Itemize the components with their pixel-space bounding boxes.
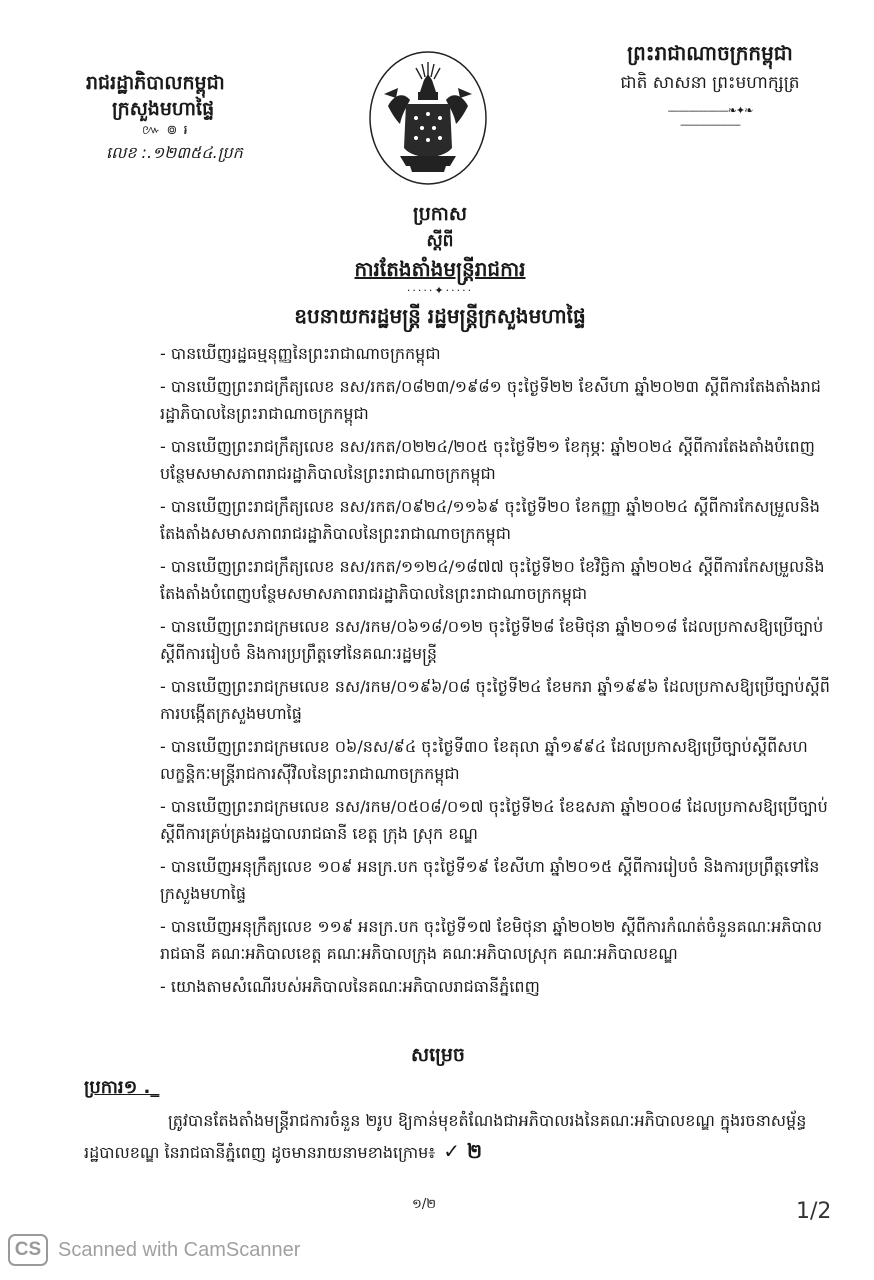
- reference-item: - បានឃើញព្រះរាជក្រឹត្យលេខ នស/រកត/០៩២៤/១១៦៩ ចុះថ្ងៃទី២០ ខែកញ្ញា ឆ្នាំ២០២៤ ស្តីពីការកែសម្រួលនិងតែងតាំងសមាសភាពរាជរដ្ឋាភិបាលនៃព្រះរាជាណាចក្រកម្ពុជា: [160, 497, 820, 543]
- article-text: ត្រូវបានតែងតាំងមន្ត្រីរាជការចំនួន ២រូប ឱ្យកាន់មុខតំណែងជាអភិបាលរងនៃគណៈអភិបាលខណ្ឌ ក្នុងរចនាសម្ព័ន្ធរដ្ឋបាលខណ្ឌ នៃរាជធានីភ្នំពេញ ដូចមានរាយនាមខាងក្រោម៖: [84, 1111, 807, 1162]
- title-ornament: ·····✦·····: [406, 284, 474, 297]
- document-title-block: [250, 200, 630, 298]
- reference-item: - យោងតាមសំណើរបស់អភិបាលនៃគណៈអភិបាលរាជធានីភ្នំពេញ: [160, 977, 540, 996]
- scanner-watermark: [8, 1232, 300, 1268]
- reference-item: - បានឃើញព្រះរាជក្រមលេខ នស/រកម/០៦១៨/០១២ ចុះថ្ងៃទី២៨ ខែមិថុនា ឆ្នាំ២០១៨ ដែលប្រកាសឱ្យប្រើច្បាប់ស្តីពីការរៀបចំ និងការប្រព្រឹត្តទៅនៃគណៈរដ្ឋមន្ត្រី: [160, 617, 824, 663]
- page-number: ១/២: [412, 1197, 437, 1212]
- government-name: រាជរដ្ឋាភិបាលកម្ពុជា: [86, 72, 225, 94]
- watermark-text: Scanned with CamScanner: [58, 1238, 301, 1261]
- document-subject: ការតែងតាំងមន្ត្រីរាជការ: [354, 257, 526, 281]
- reference-item: - បានឃើញព្រះរាជក្រមលេខ ០៦/នស/៩៤ ចុះថ្ងៃទី៣០ ខែតុលា ឆ្នាំ១៩៩៤ ដែលប្រកាសឱ្យប្រើច្បាប់ស្តីពីសហលក្ខន្តិកៈមន្ត្រីរាជការស៊ីវិលនៃព្រះរាជាណាចក្រកម្ពុជា: [160, 737, 808, 783]
- issuing-authority-block: [86, 70, 296, 166]
- reference-item: - បានឃើញអនុក្រឹត្យលេខ ១១៩ អនក្រ.បក ចុះថ្ងៃទី១៧ ខែមិថុនា ឆ្នាំ២០២២ ស្តីពីការកំណត់ចំនួនគណៈអភិបាលរាជធានី គណៈអភិបាលខេត្ត គណៈអភិបាលក្រុង គណៈអភិបាលស្រុក គណៈអភិបាលខណ្ឌ: [160, 917, 822, 963]
- kingdom-header: [590, 38, 830, 132]
- national-motto: ជាតិ សាសនា ព្រះមហាក្សត្រ: [620, 73, 800, 93]
- reference-number: លេខ :.១២៣៥៤.ប្រក: [106, 143, 243, 162]
- ornament-small: ៚ ៙ ៛: [142, 123, 189, 138]
- kingdom-name: ព្រះរាជាណាចក្រកម្ពុជា: [627, 41, 793, 65]
- legal-references-list: [160, 340, 830, 1006]
- reference-item: - បានឃើញរដ្ឋធម្មនុញ្ញនៃព្រះរាជាណាចក្រកម្ពុជា: [160, 344, 441, 363]
- document-about: ស្តីពី: [426, 231, 454, 251]
- reference-item: - បានឃើញព្រះរាជក្រឹត្យលេខ នស/រកត/០២២៤/២០៥ ចុះថ្ងៃទី២១ ខែកុម្ភៈ ឆ្នាំ២០២៤ ស្តីពីការតែងតាំងបំពេញបន្ថែមសមាសភាពរាជរដ្ឋាភិបាលនៃព្រះរាជាណាចក្រកម្ពុជា: [160, 437, 815, 483]
- document-type: ប្រកាស: [413, 203, 467, 225]
- article-label: ប្រការ១ ._: [84, 1077, 160, 1098]
- camscanner-logo-icon: CS: [8, 1234, 48, 1266]
- decision-heading: សម្រេច: [411, 1044, 465, 1066]
- ministry-name: ក្រសួងមហាផ្ទៃ: [112, 98, 215, 120]
- reference-item: - បានឃើញអនុក្រឹត្យលេខ ១០៩ អនក្រ.បក ចុះថ្ងៃទី១៩ ខែសីហា ឆ្នាំ២០១៥ ស្តីពីការរៀបចំ និងការប្រព្រឹត្តទៅនៃក្រសួងមហាផ្ទៃ: [160, 857, 820, 903]
- handwritten-mark: ✓ ២: [443, 1139, 483, 1163]
- royal-coat-of-arms-icon: [366, 48, 490, 188]
- reference-item: - បានឃើញព្រះរាជក្រឹត្យលេខ នស/រកត/០៨២៣/១៩៨១ ចុះថ្ងៃទី២២ ខែសីហា ឆ្នាំ២០២៣ ស្តីពីការតែងតាំងរាជរដ្ឋាភិបាលនៃព្រះរាជាណាចក្រកម្ពុជា: [160, 377, 821, 423]
- motto-divider: ——————❧✦❧——————: [667, 104, 753, 131]
- article-body: [84, 1106, 824, 1168]
- issuer-title: ឧបនាយករដ្ឋមន្ត្រី រដ្ឋមន្ត្រីក្រសួងមហាផ្ទៃ: [294, 304, 586, 328]
- reference-item: - បានឃើញព្រះរាជក្រមលេខ នស/រកម/០៥០៨/០១៧ ចុះថ្ងៃទី២៤ ខែឧសភា ឆ្នាំ២០០៨ ដែលប្រកាសឱ្យប្រើច្បាប់ស្តីពីការគ្រប់គ្រងរដ្ឋបាលរាជធានី ខេត្ត ក្រុង ស្រុក ខណ្ឌ: [160, 797, 828, 843]
- reference-item: - បានឃើញព្រះរាជក្រឹត្យលេខ នស/រកត/១១២៤/១៨៧៧ ចុះថ្ងៃទី២០ ខែវិច្ឆិកា ឆ្នាំ២០២៤ ស្តីពីការកែសម្រួលនិងតែងតាំងបំពេញបន្ថែមសមាសភាពរាជរដ្ឋាភិបាលនៃព្រះរាជាណាចក្រកម្ពុជា: [160, 557, 825, 603]
- page-count: 1/2: [796, 1199, 832, 1224]
- reference-item: - បានឃើញព្រះរាជក្រមលេខ នស/រកម/០១៩៦/០៨ ចុះថ្ងៃទី២៤ ខែមករា ឆ្នាំ១៩៩៦ ដែលប្រកាសឱ្យប្រើច្បាប់ស្តីពីការបង្កើតក្រសួងមហាផ្ទៃ: [160, 677, 830, 723]
